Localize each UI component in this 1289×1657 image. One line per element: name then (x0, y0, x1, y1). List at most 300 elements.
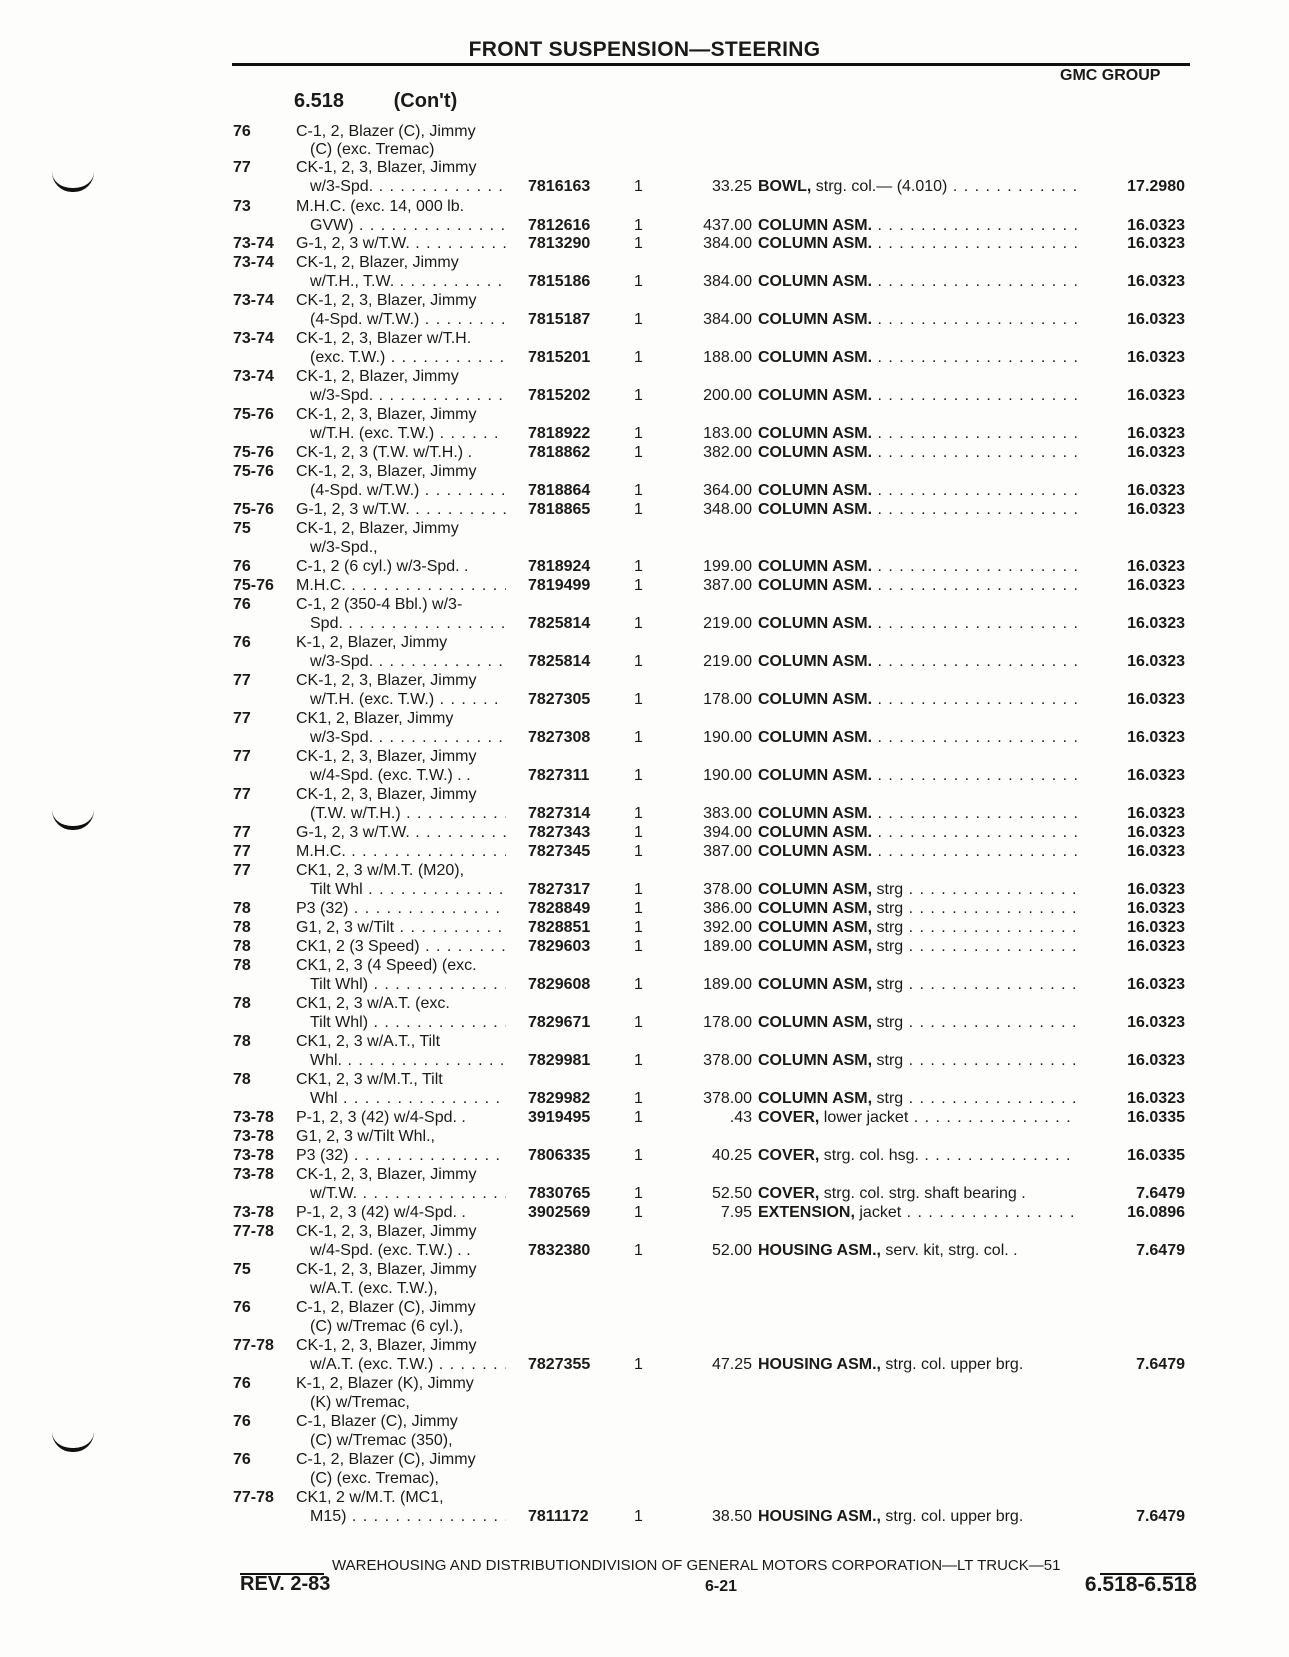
group-number: 16.0335 (1127, 1147, 1185, 1164)
model-year: 75-76 (233, 406, 274, 423)
list-price: 383.00 (703, 805, 752, 822)
part-number: 7806335 (528, 1147, 591, 1164)
group-number: 16.0323 (1127, 691, 1185, 708)
part-number: 7816163 (528, 178, 591, 195)
part-number: 7818924 (528, 558, 591, 575)
model-year: 73-78 (233, 1166, 274, 1183)
application-text: (C) w/Tremac (350), (310, 1432, 453, 1449)
application-text: CK1, 2, 3 w/M.T. (M20), (296, 862, 465, 879)
part-detail: strg (876, 1052, 904, 1069)
list-price: 384.00 (703, 235, 752, 252)
parts-row (0, 994, 1289, 1014)
parts-row (0, 937, 1289, 957)
part-detail: strg. col. hsg. (823, 1147, 919, 1164)
part-number: 7827345 (528, 843, 591, 860)
application-text: CK-1, 2, Blazer, Jimmy (296, 368, 459, 385)
quantity: 1 (634, 881, 643, 898)
part-name: COLUMN ASM, (758, 1052, 873, 1069)
application-text: (4-Spd. w/T.W.) . . . (310, 310, 506, 330)
list-price: 378.00 (703, 1052, 752, 1069)
parts-row (0, 595, 1289, 615)
title-rule (232, 63, 1190, 66)
parts-row (0, 443, 1289, 463)
part-description (758, 576, 1078, 596)
parts-row (0, 1184, 1289, 1204)
quantity: 1 (634, 1090, 643, 1107)
part-name: COLUMN ASM. (758, 349, 873, 366)
part-name: COLUMN ASM. (758, 615, 873, 632)
group-number: 16.0323 (1127, 311, 1185, 328)
quantity: 1 (634, 1052, 643, 1069)
quantity: 1 (634, 938, 643, 955)
parts-row (0, 291, 1289, 311)
quantity: 1 (634, 1242, 643, 1259)
application-text: G-1, 2, 3 w/T.W. . . . (296, 500, 506, 520)
part-description (758, 310, 1078, 330)
group-number: 7.6479 (1136, 1356, 1185, 1373)
list-price: 364.00 (703, 482, 752, 499)
quantity: 1 (634, 1204, 643, 1221)
application-text: Tilt Whl) . . . (310, 975, 506, 995)
application-text: Tilt Whl) . . . (310, 1013, 506, 1033)
list-price: 188.00 (703, 349, 752, 366)
parts-row (0, 709, 1289, 729)
part-description (758, 614, 1078, 634)
part-detail: strg. col.— (4.010) (815, 178, 948, 195)
list-price: 219.00 (703, 653, 752, 670)
parts-row (0, 1488, 1289, 1508)
parts-row (0, 1165, 1289, 1185)
application-text: CK-1, 2, 3, Blazer, Jimmy (296, 1337, 477, 1354)
model-year: 76 (233, 634, 251, 651)
group-number: 16.0335 (1127, 1109, 1185, 1126)
part-number: 7829671 (528, 1014, 591, 1031)
quantity: 1 (634, 425, 643, 442)
application-text: P3 (32) . . . (296, 899, 506, 919)
group-number: 16.0323 (1127, 824, 1185, 841)
part-name: HOUSING ASM., (758, 1356, 881, 1373)
group-number: 7.6479 (1136, 1242, 1185, 1259)
group-number: 16.0323 (1127, 273, 1185, 290)
model-year: 76 (233, 123, 251, 140)
part-description (758, 1184, 1078, 1204)
quantity: 1 (634, 767, 643, 784)
quantity: 1 (634, 1508, 643, 1525)
quantity: 1 (634, 691, 643, 708)
part-number: 7818865 (528, 501, 591, 518)
part-name: COLUMN ASM, (758, 881, 873, 898)
application-text: G1, 2, 3 w/Tilt Whl., (296, 1128, 435, 1145)
application-text: (K) w/Tremac, (310, 1394, 410, 1411)
part-description (758, 272, 1078, 292)
parts-row (0, 614, 1289, 634)
part-name: COLUMN ASM. (758, 501, 873, 518)
part-description (758, 766, 1078, 786)
quantity: 1 (634, 178, 643, 195)
part-description (758, 880, 1078, 900)
part-description (758, 234, 1078, 254)
part-name: COLUMN ASM. (758, 387, 873, 404)
model-year: 78 (233, 995, 251, 1012)
group-number: 16.0323 (1127, 1014, 1185, 1031)
application-text: CK1, 2 w/M.T. (MC1, (296, 1489, 444, 1506)
quantity: 1 (634, 482, 643, 499)
parts-row (0, 177, 1289, 197)
model-year: 73-78 (233, 1204, 274, 1221)
part-name: COVER, (758, 1109, 820, 1126)
model-year: 77 (233, 748, 251, 765)
group-number: 16.0323 (1127, 919, 1185, 936)
section-number: 6.518 (294, 90, 345, 112)
list-price: 183.00 (703, 425, 752, 442)
part-name: COLUMN ASM, (758, 919, 873, 936)
group-number: 16.0323 (1127, 729, 1185, 746)
part-number: 7812616 (528, 217, 591, 234)
application-text: C-1, Blazer (C), Jimmy (296, 1413, 458, 1430)
part-number: 7827355 (528, 1356, 591, 1373)
list-price: 437.00 (703, 217, 752, 234)
parts-row (0, 538, 1289, 558)
application-text: P-1, 2, 3 (42) w/4-Spd. . (296, 1204, 466, 1221)
footer-section-range: 6.518-6.518 (1084, 1573, 1197, 1596)
application-text: C-1, 2 (350-4 Bbl.) w/3- (296, 596, 463, 613)
part-number: 7818864 (528, 482, 591, 499)
application-text: Spd. . . . (310, 614, 506, 634)
part-description (758, 1355, 1078, 1375)
application-text: CK-1, 2, Blazer, Jimmy (296, 254, 459, 271)
quantity: 1 (634, 729, 643, 746)
part-description (758, 975, 1078, 995)
parts-row (0, 1203, 1289, 1223)
part-number: 7827311 (528, 767, 590, 784)
part-name: COLUMN ASM. (758, 824, 873, 841)
parts-row (0, 956, 1289, 976)
part-detail: serv. kit, strg. col. . (885, 1242, 1018, 1259)
group-number: 17.2980 (1127, 178, 1185, 195)
application-text: CK-1, 2, 3, Blazer, Jimmy (296, 672, 477, 689)
part-name: COLUMN ASM. (758, 767, 873, 784)
part-number: 7815187 (528, 311, 591, 328)
part-name: HOUSING ASM., (758, 1508, 881, 1525)
application-text: CK1, 2, Blazer, Jimmy (296, 710, 454, 727)
model-year: 75 (233, 520, 251, 537)
group-number: 16.0323 (1127, 482, 1185, 499)
application-text: Tilt Whl . . . (310, 880, 506, 900)
part-description (758, 1203, 1078, 1223)
group-number: 16.0323 (1127, 217, 1185, 234)
part-number: 3919495 (528, 1109, 591, 1126)
part-description (758, 1013, 1078, 1033)
application-text: w/3-Spd. . . . (310, 728, 506, 748)
list-price: 199.00 (703, 558, 752, 575)
part-description (758, 481, 1078, 501)
part-detail: strg (876, 976, 904, 993)
parts-row (0, 1507, 1289, 1527)
part-detail: strg (876, 1090, 904, 1107)
part-number: 7827314 (528, 805, 591, 822)
parts-row (0, 690, 1289, 710)
parts-row (0, 766, 1289, 786)
list-price: 52.00 (711, 1242, 752, 1259)
part-description (758, 823, 1078, 843)
application-text: w/3-Spd. . . . (310, 177, 506, 197)
part-detail: strg (876, 900, 904, 917)
group-number: 16.0323 (1127, 881, 1185, 898)
part-number: 7830765 (528, 1185, 591, 1202)
footer-page-number: 6-21 (705, 1578, 738, 1595)
model-year: 77 (233, 843, 251, 860)
application-text: CK-1, 2, 3 (T.W. w/T.H.) . (296, 444, 473, 461)
quantity: 1 (634, 615, 643, 632)
application-text: CK1, 2 (3 Speed) . . . (296, 937, 506, 957)
group-number: 16.0323 (1127, 558, 1185, 575)
parts-row (0, 1051, 1289, 1071)
parts-row (0, 348, 1289, 368)
parts-row (0, 1260, 1289, 1280)
part-description (758, 386, 1078, 406)
part-detail: strg (876, 938, 904, 955)
application-text: (C) w/Tremac (6 cyl.), (310, 1318, 464, 1335)
application-text: w/A.T. (exc. T.W.), (310, 1280, 438, 1297)
part-name: BOWL, (758, 178, 812, 195)
application-text: Whl. . . . (310, 1051, 506, 1071)
parts-row (0, 462, 1289, 482)
part-description (758, 1507, 1078, 1527)
parts-row (0, 1146, 1289, 1166)
part-name: COLUMN ASM, (758, 1014, 873, 1031)
quantity: 1 (634, 976, 643, 993)
parts-row (0, 310, 1289, 330)
list-price: 52.50 (711, 1185, 752, 1202)
application-text: w/A.T. (exc. T.W.) . . . (310, 1355, 506, 1375)
list-price: 219.00 (703, 615, 752, 632)
part-name: COVER, (758, 1185, 820, 1202)
parts-row (0, 1298, 1289, 1318)
application-text: w/3-Spd. . . . (310, 652, 506, 672)
part-description (758, 1146, 1078, 1166)
part-number: 3902569 (528, 1204, 591, 1221)
application-text: CK1, 2, 3 w/A.T., Tilt (296, 1033, 441, 1050)
part-name: COLUMN ASM, (758, 976, 873, 993)
part-description (758, 1051, 1078, 1071)
application-text: Whl . . . (310, 1089, 506, 1109)
group-number: 16.0323 (1127, 938, 1185, 955)
list-price: 384.00 (703, 311, 752, 328)
part-description (758, 899, 1078, 919)
application-text: CK-1, 2, 3, Blazer, Jimmy (296, 786, 477, 803)
parts-row (0, 1336, 1289, 1356)
list-price: 189.00 (703, 976, 752, 993)
application-text: CK1, 2, 3 w/M.T., Tilt (296, 1071, 443, 1088)
model-year: 73-74 (233, 292, 274, 309)
parts-row (0, 234, 1289, 254)
group-number: 16.0323 (1127, 444, 1185, 461)
list-price: 387.00 (703, 577, 752, 594)
part-description (758, 348, 1078, 368)
application-text: CK-1, 2, 3, Blazer, Jimmy (296, 292, 477, 309)
parts-row (0, 424, 1289, 444)
group-number: 16.0323 (1127, 805, 1185, 822)
parts-row (0, 386, 1289, 406)
part-name: COLUMN ASM, (758, 1090, 873, 1107)
application-text: CK1, 2, 3 w/A.T. (exc. (296, 995, 450, 1012)
parts-row (0, 1317, 1289, 1337)
parts-row (0, 197, 1289, 217)
model-year: 77 (233, 710, 251, 727)
application-text: (exc. T.W.) . . . (310, 348, 506, 368)
part-description (758, 690, 1078, 710)
application-text: C-1, 2, Blazer (C), Jimmy (296, 1299, 476, 1316)
quantity: 1 (634, 824, 643, 841)
quantity: 1 (634, 1356, 643, 1373)
part-description (758, 1089, 1078, 1109)
model-year: 76 (233, 1451, 251, 1468)
model-year: 77-78 (233, 1223, 274, 1240)
parts-row (0, 1279, 1289, 1299)
parts-row (0, 367, 1289, 387)
part-number: 7819499 (528, 577, 591, 594)
application-text: w/T.H. (exc. T.W.) . . . (310, 690, 506, 710)
quantity: 1 (634, 273, 643, 290)
application-text: (C) (exc. Tremac) (310, 141, 435, 158)
group-number: 16.0323 (1127, 425, 1185, 442)
application-text: G-1, 2, 3 w/T.W. . . . (296, 234, 506, 254)
list-price: 190.00 (703, 767, 752, 784)
part-description (758, 500, 1078, 520)
parts-row (0, 1241, 1289, 1261)
application-text: K-1, 2, Blazer, Jimmy (296, 634, 448, 651)
part-number: 7829981 (528, 1052, 591, 1069)
list-price: 394.00 (703, 824, 752, 841)
model-year: 73-78 (233, 1128, 274, 1145)
list-price: 348.00 (703, 501, 752, 518)
part-number: 7827305 (528, 691, 591, 708)
part-detail: lower jacket (823, 1109, 909, 1126)
part-number: 7818922 (528, 425, 591, 442)
part-name: COLUMN ASM. (758, 425, 873, 442)
application-text: CK-1, 2, 3, Blazer, Jimmy (296, 406, 477, 423)
parts-row (0, 158, 1289, 178)
model-year: 73 (233, 198, 251, 215)
part-description (758, 443, 1078, 463)
part-description (758, 1108, 1078, 1128)
part-number: 7827317 (528, 881, 591, 898)
application-text: C-1, 2 (6 cyl.) w/3-Spd. . (296, 558, 469, 575)
parts-row (0, 1108, 1289, 1128)
part-description (758, 842, 1078, 862)
application-text: (T.W. w/T.H.) . . . (310, 804, 506, 824)
parts-row (0, 140, 1289, 160)
model-year: 77 (233, 862, 251, 879)
part-number: 7828851 (528, 919, 591, 936)
parts-row (0, 519, 1289, 539)
application-text: G1, 2, 3 w/Tilt . . . (296, 918, 506, 938)
parts-row (0, 747, 1289, 767)
model-year: 77 (233, 786, 251, 803)
list-price: 200.00 (703, 387, 752, 404)
model-year: 75-76 (233, 501, 274, 518)
part-name: COVER, (758, 1147, 820, 1164)
part-number: 7829608 (528, 976, 591, 993)
model-year: 76 (233, 1375, 251, 1392)
model-year: 77-78 (233, 1489, 274, 1506)
list-price: 7.95 (720, 1204, 752, 1221)
application-text: w/T.H. (exc. T.W.) . . . (310, 424, 506, 444)
quantity: 1 (634, 843, 643, 860)
list-price: 378.00 (703, 1090, 752, 1107)
application-text: CK-1, 2, 3, Blazer, Jimmy (296, 159, 477, 176)
footer-revision: REV. 2-83 (240, 1573, 331, 1595)
parts-row (0, 842, 1289, 862)
parts-row (0, 481, 1289, 501)
part-name: COLUMN ASM. (758, 729, 873, 746)
parts-row (0, 500, 1289, 520)
part-number: 7827343 (528, 824, 591, 841)
part-number: 7815202 (528, 387, 591, 404)
part-detail: strg (876, 919, 904, 936)
model-year: 78 (233, 938, 251, 955)
part-number: 7825814 (528, 653, 591, 670)
group-label: GMC GROUP (1060, 67, 1161, 84)
part-name: COLUMN ASM. (758, 691, 873, 708)
application-text: M.H.C. . . . (296, 576, 506, 596)
list-price: 40.25 (711, 1147, 752, 1164)
part-description (758, 216, 1078, 236)
application-text: M.H.C. . . . (296, 842, 506, 862)
parts-row (0, 272, 1289, 292)
parts-row (0, 861, 1289, 881)
model-year: 78 (233, 919, 251, 936)
parts-row (0, 1431, 1289, 1451)
list-price: 33.25 (711, 178, 752, 195)
parts-row (0, 728, 1289, 748)
part-detail: jacket (859, 1204, 902, 1221)
parts-row (0, 671, 1289, 691)
part-name: COLUMN ASM, (758, 900, 873, 917)
application-text: w/4-Spd. (exc. T.W.) . . (310, 1242, 471, 1259)
group-number: 16.0323 (1127, 900, 1185, 917)
part-number: 7825814 (528, 615, 591, 632)
parts-row (0, 633, 1289, 653)
group-number: 16.0323 (1127, 501, 1185, 518)
quantity: 1 (634, 805, 643, 822)
quantity: 1 (634, 349, 643, 366)
model-year: 77-78 (233, 1337, 274, 1354)
model-year: 78 (233, 900, 251, 917)
part-detail: strg. col. upper brg. (885, 1508, 1024, 1525)
list-price: 382.00 (703, 444, 752, 461)
part-name: COLUMN ASM. (758, 843, 873, 860)
section-heading (294, 90, 457, 113)
part-name: HOUSING ASM., (758, 1242, 881, 1259)
application-text: C-1, 2, Blazer (C), Jimmy (296, 1451, 476, 1468)
parts-row (0, 804, 1289, 824)
parts-row (0, 899, 1289, 919)
parts-row (0, 216, 1289, 236)
quantity: 1 (634, 1185, 643, 1202)
part-detail: strg. col. upper brg. (885, 1356, 1024, 1373)
quantity: 1 (634, 444, 643, 461)
parts-row (0, 785, 1289, 805)
part-number: 7813290 (528, 235, 591, 252)
part-number: 7828849 (528, 900, 591, 917)
list-price: 384.00 (703, 273, 752, 290)
parts-row (0, 1013, 1289, 1033)
application-text: (4-Spd. w/T.W.) . . . (310, 481, 506, 501)
application-text: P-1, 2, 3 (42) w/4-Spd. . (296, 1109, 466, 1126)
parts-row (0, 1393, 1289, 1413)
parts-row (0, 253, 1289, 273)
